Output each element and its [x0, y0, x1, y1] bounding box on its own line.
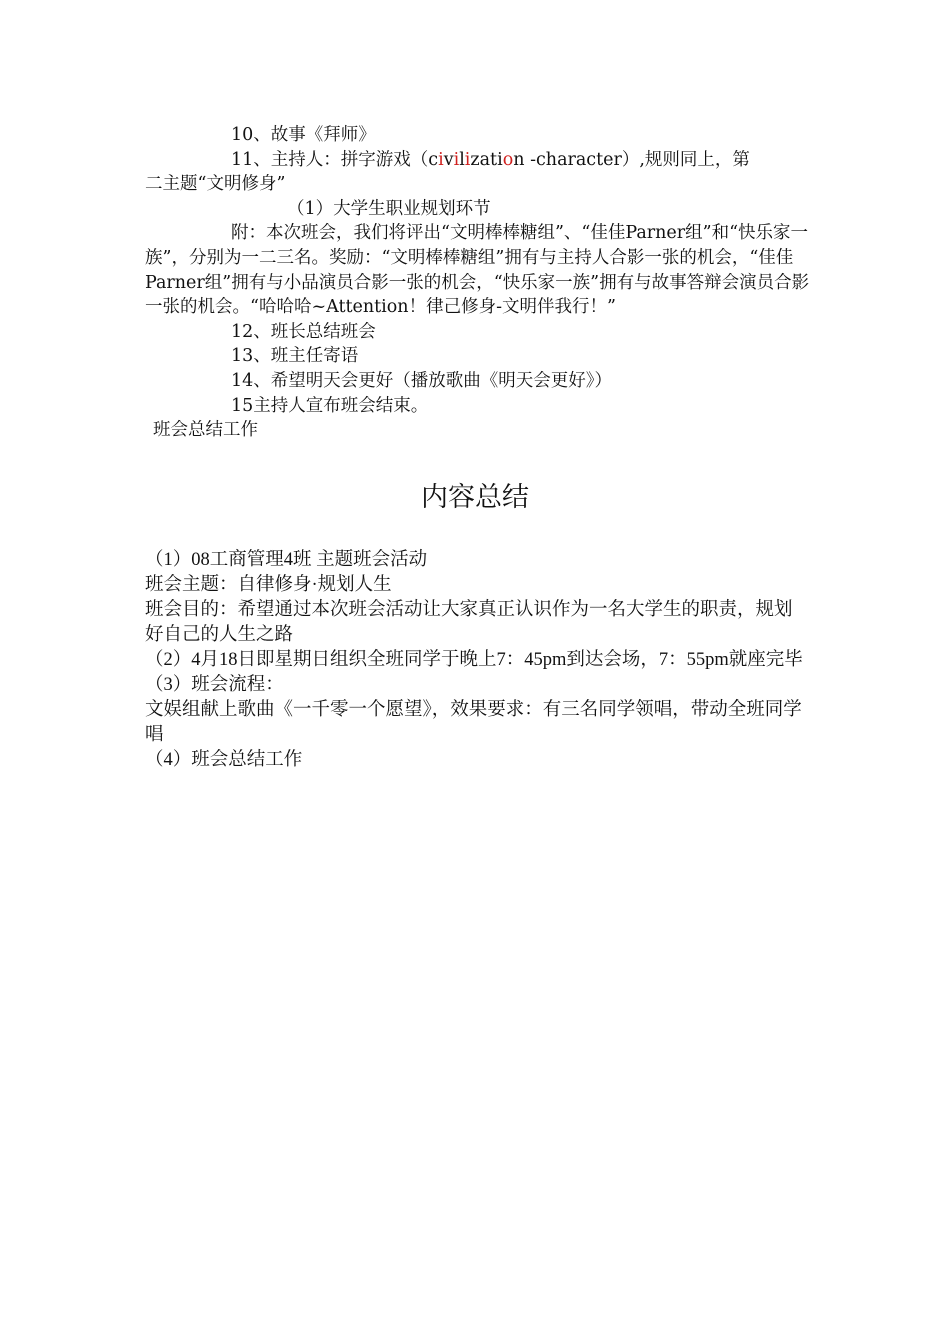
summary-line: 班会主题：自律修身·规划人生 — [145, 575, 392, 595]
summary-line: （2）4月18日即星期日组织全班同学于晚上7：45pm到达会场，7：55pm就座完毕 — [145, 650, 803, 670]
item-13: 13、班主任寄语 — [231, 346, 359, 367]
item-11-line2: 二主题“文明修身” — [145, 174, 286, 195]
appendix-text: 附：本次班会，我们将评出“文明棒棒糖组”、“佳佳Parner组”和“快乐家一族”，分别为一二三名。奖励：“文明棒棒糖组”拥有与主持人合影一张的机会，“佳佳Parner组”拥有与小品演员合影一张的机会，“快乐家一族”拥有与故事答辩会演员合影一张的机会。“哈哈哈~Attention！律己修身-文明伴我行！” — [145, 223, 810, 318]
summary-line: （3）班会流程： — [145, 675, 284, 695]
item-10: 10、故事《拜师》 — [231, 125, 376, 145]
item-11-text: l — [459, 149, 465, 170]
sub-item-1: （1）大学生职业规划环节 — [287, 198, 491, 219]
item-11-text: v — [443, 149, 454, 170]
summary-line: 班会目的：希望通过本次班会活动让大家真正认识作为一名大学生的职责，规划好自己的人生之路 — [145, 600, 793, 645]
item-12: 12、班长总结班会 — [231, 321, 376, 342]
item-11-text: zati — [470, 149, 503, 170]
summary-line: （4）班会总结工作 — [145, 750, 303, 770]
item-14: 14、希望明天会更好（播放歌曲《明天会更好》） — [231, 370, 613, 391]
item-15: 15主持人宣布班会结束。 — [231, 395, 429, 416]
summary-line: （1）08工商管理4班 主题班会活动 — [145, 550, 428, 570]
item-11-red-letter: i — [453, 149, 460, 170]
summary-section — [145, 548, 805, 773]
summary-work-label: 班会总结工作 — [153, 420, 258, 441]
program-list — [145, 123, 810, 443]
item-11-suffix: n -character）,规则同上，第 — [513, 149, 750, 170]
item-11-prefix: 11、主持人：拼字游戏（c — [231, 149, 439, 170]
item-11-red-letter: i — [464, 149, 471, 170]
section-heading: 内容总结 — [421, 482, 529, 513]
appendix-paragraph — [145, 221, 810, 319]
summary-line: 文娱组献上歌曲《一千零一个愿望》，效果要求：有三名同学领唱，带动全班同学唱 — [145, 700, 802, 745]
item-11-red-letter: o — [502, 149, 514, 170]
item-11 — [145, 148, 810, 173]
item-11-red-letter: i — [438, 149, 444, 170]
